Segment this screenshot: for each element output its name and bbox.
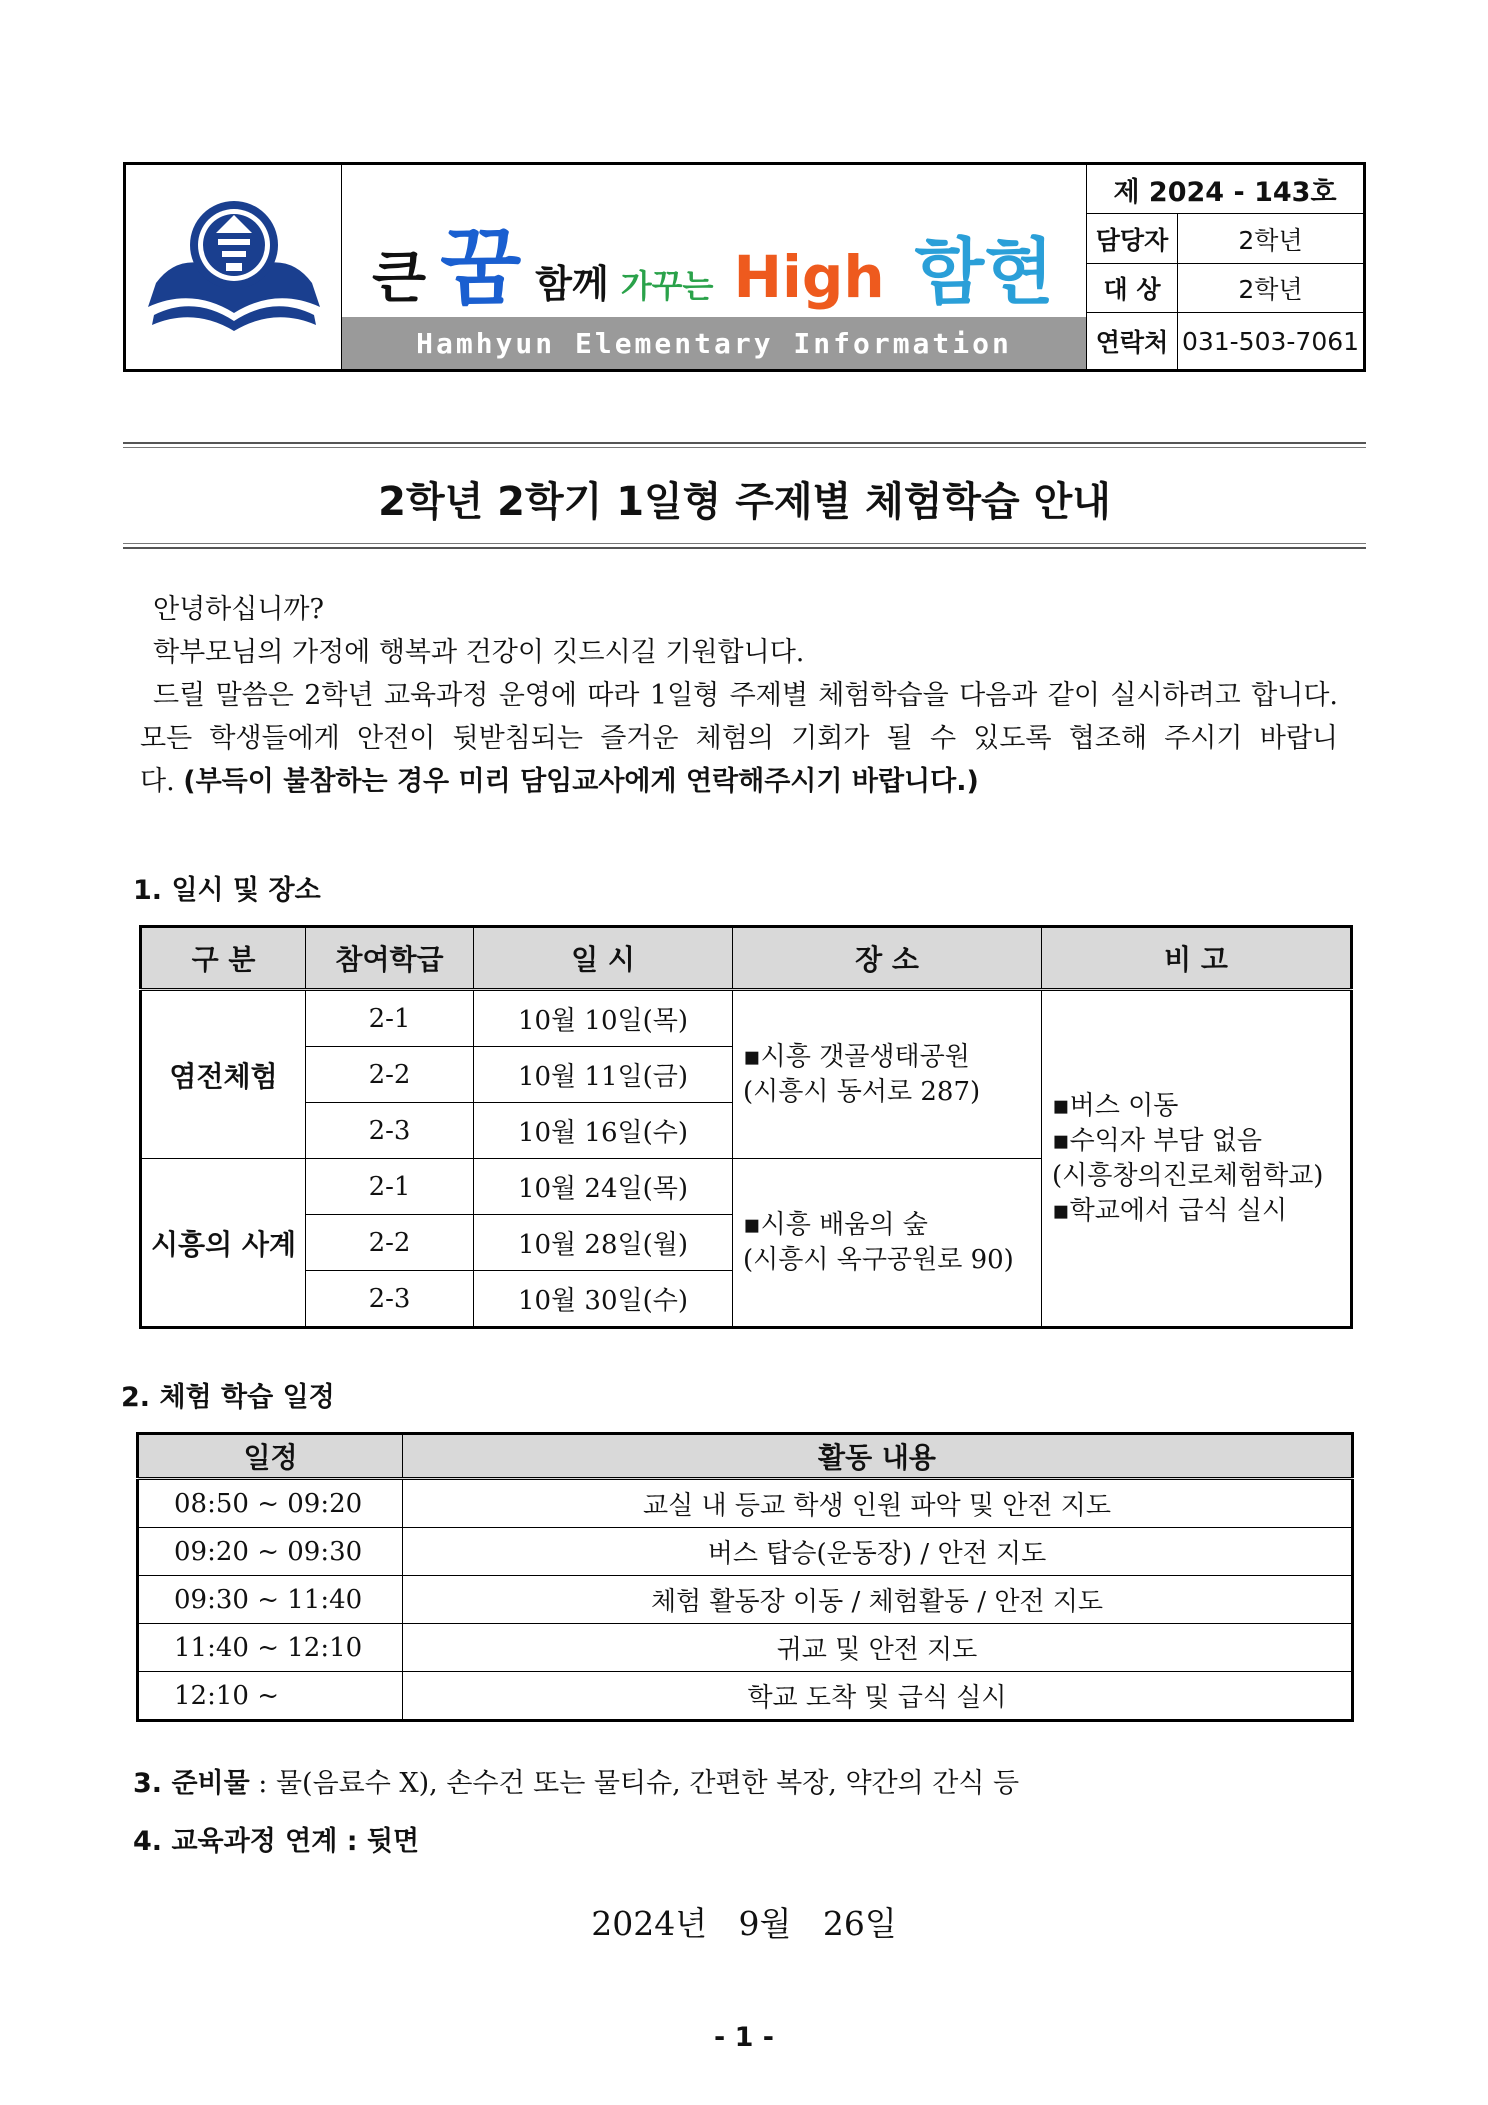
activity-cell: 체험 활동장 이동 / 체험활동 / 안전 지도 [403,1576,1353,1624]
column-header: 장 소 [733,927,1042,990]
location-cell [733,990,1042,1159]
location-name: ▪시흥 배움의 숲 [743,1209,928,1240]
location-name: ▪시흥 갯골생태공원 [743,1041,970,1072]
column-header: 활동 내용 [403,1434,1353,1479]
time-cell: 12:10 ~ [138,1672,403,1721]
date-cell: 10월 11일(금) [474,1047,733,1103]
info-row [1087,214,1363,263]
class-cell: 2-2 [306,1047,474,1103]
title-cell [342,165,1087,369]
activity-cell: 귀교 및 안전 지도 [403,1624,1353,1672]
date-cell: 10월 10일(목) [474,990,733,1047]
table-row [141,990,1352,1047]
intro-line: 학부모님의 가정에 행복과 건강이 깃드시길 기원합니다. [153,637,805,668]
time-cell: 09:20 ~ 09:30 [138,1528,403,1576]
date-cell: 10월 16일(수) [474,1103,733,1159]
header-subtitle: Hamhyun Elementary Information [342,317,1086,369]
note-cell [1042,990,1352,1328]
class-cell: 2-1 [306,1159,474,1215]
slogan-word: 큰 [372,246,427,311]
time-cell: 09:30 ~ 11:40 [138,1576,403,1624]
slogan-word: 가꾸는 [620,267,714,305]
activity-cell: 교실 내 등교 학생 인원 파악 및 안전 지도 [403,1479,1353,1528]
issue-date: 2024년 9월 26일 [591,1904,897,1943]
supplies-line [133,1762,1019,1805]
column-header: 구 분 [141,927,306,990]
title-rule-top-thin [123,447,1366,448]
intro-line: 드릴 말씀은 2학년 교육과정 운영에 따라 1일형 주제별 체험학습을 다음과 같이 실시하려고 합니다. [153,680,1338,711]
location-cell [733,1159,1042,1328]
class-cell: 2-3 [306,1271,474,1328]
column-header: 비 고 [1042,927,1352,990]
info-value: 2학년 [1238,275,1303,305]
intro-text: 다. [140,766,184,797]
table-row [138,1576,1353,1624]
note-line: ▪수익자 부담 없음 [1052,1125,1262,1156]
supplies-text: : 물(음료수 X), 손수건 또는 물티슈, 간편한 복장, 약간의 간식 등 [249,1768,1020,1799]
issue-row [1087,165,1363,214]
slogan-word: 함현 [914,230,1054,314]
supplies-label: 3. 준비물 [133,1768,250,1799]
intro-notice: (부득이 불참하는 경우 미리 담임교사에게 연락해주시기 바랍니다.) [183,766,979,797]
slogan [372,201,1054,322]
activity-schedule-table [136,1432,1354,1722]
school-emblem-icon [126,165,341,369]
schedule-location-table [139,925,1353,1329]
intro-line: 모든 학생들에게 안전이 뒷받침되는 즐거운 체험의 기회가 될 수 있도록 협조해 주시기 바랍니 [140,723,1338,754]
page-number: - 1 - [714,2022,774,2053]
slogan-word: 꿈 [440,219,522,317]
intro-greeting: 안녕하십니까? [153,594,324,625]
date-cell: 10월 28일(월) [474,1215,733,1271]
info-key: 대 상 [1087,264,1178,312]
location-address: (시흥시 옥구공원로 90) [743,1244,1014,1275]
group-name: 시흥의 사계 [141,1159,306,1328]
info-value: 2학년 [1238,225,1303,255]
title-rule-bottom-thin [123,543,1366,544]
activity-cell: 버스 탑승(운동장) / 안전 지도 [403,1528,1353,1576]
issue-info [1087,165,1363,369]
location-address: (시흥시 동서로 287) [743,1076,981,1107]
newsletter-header [123,162,1366,372]
info-row [1087,313,1363,369]
slogan-word: High [733,243,885,311]
section-title: 1. 일시 및 장소 [133,875,321,906]
column-header: 일 시 [474,927,733,990]
issue-number: 제 2024 - 143호 [1113,176,1337,208]
logo-cell [126,165,342,369]
table-row [138,1672,1353,1721]
table-header-row [141,927,1352,990]
class-cell: 2-2 [306,1215,474,1271]
curriculum-link: 4. 교육과정 연계 : 뒷면 [133,1826,420,1857]
column-header: 참여학급 [306,927,474,990]
info-value: 031-503-7061 [1181,326,1360,356]
section-title: 2. 체험 학습 일정 [121,1382,335,1413]
page-title: 2학년 2학기 1일형 주제별 체험학습 안내 [378,479,1111,525]
info-key: 담당자 [1087,214,1178,262]
time-cell: 08:50 ~ 09:20 [138,1479,403,1528]
table-row [138,1624,1353,1672]
intro-line [140,760,979,803]
date-cell: 10월 30일(수) [474,1271,733,1328]
activity-cell: 학교 도착 및 급식 실시 [403,1672,1353,1721]
column-header: 일정 [138,1434,403,1479]
note-line: (시흥창의진로체험학교) [1052,1160,1324,1191]
title-rule-bottom [123,547,1366,549]
table-row [138,1479,1353,1528]
info-row [1087,264,1363,313]
note-line: ▪학교에서 급식 실시 [1052,1195,1288,1226]
note-line: ▪버스 이동 [1052,1090,1179,1121]
group-name: 염전체험 [141,990,306,1159]
class-cell: 2-3 [306,1103,474,1159]
time-cell: 11:40 ~ 12:10 [138,1624,403,1672]
table-row [138,1528,1353,1576]
date-cell: 10월 24일(목) [474,1159,733,1215]
table-header-row [138,1434,1353,1479]
slogan-word: 함께 [535,262,609,306]
class-cell: 2-1 [306,990,474,1047]
info-key: 연락처 [1087,313,1178,369]
title-rule-top [123,442,1366,444]
